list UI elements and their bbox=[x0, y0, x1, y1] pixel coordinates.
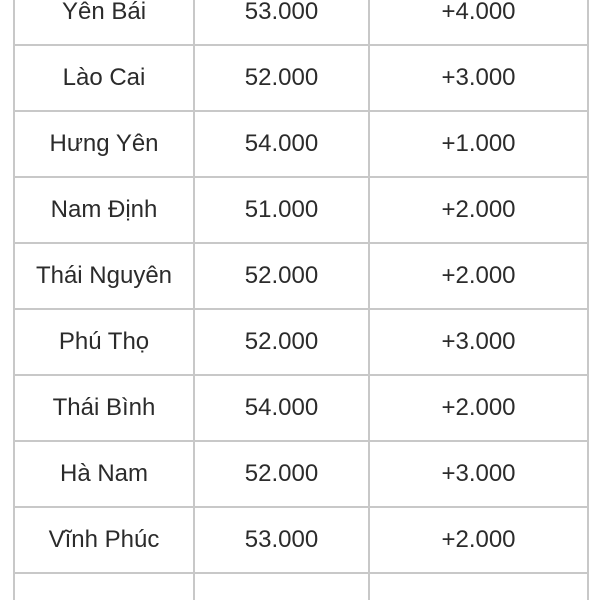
table-row bbox=[14, 0, 588, 45]
province-cell: Thái Bình bbox=[14, 375, 194, 441]
table-row bbox=[14, 441, 588, 507]
province-cell: Hà Nam bbox=[14, 441, 194, 507]
table-row bbox=[14, 309, 588, 375]
table-row bbox=[14, 45, 588, 111]
change-cell: +2.000 bbox=[369, 507, 588, 573]
change-cell: +3.000 bbox=[369, 45, 588, 111]
price-cell: 51.000 bbox=[194, 177, 369, 243]
change-cell: +2.000 bbox=[369, 243, 588, 309]
price-cell: 54.000 bbox=[194, 375, 369, 441]
province-cell: Lào Cai bbox=[14, 45, 194, 111]
change-cell: +1.000 bbox=[369, 111, 588, 177]
change-cell: +2.000 bbox=[369, 375, 588, 441]
price-cell bbox=[194, 573, 369, 600]
price-cell: 52.000 bbox=[194, 45, 369, 111]
table-row bbox=[14, 375, 588, 441]
change-cell: +3.000 bbox=[369, 441, 588, 507]
price-cell: 54.000 bbox=[194, 111, 369, 177]
province-cell: Hưng Yên bbox=[14, 111, 194, 177]
price-cell: 52.000 bbox=[194, 441, 369, 507]
price-cell: 53.000 bbox=[194, 507, 369, 573]
table-row bbox=[14, 177, 588, 243]
change-cell: +4.000 bbox=[369, 0, 588, 45]
province-cell: Nam Định bbox=[14, 177, 194, 243]
province-cell: Phú Thọ bbox=[14, 309, 194, 375]
province-cell: Vĩnh Phúc bbox=[14, 507, 194, 573]
price-table bbox=[13, 0, 589, 600]
price-cell: 52.000 bbox=[194, 309, 369, 375]
province-cell: Yên Bái bbox=[14, 0, 194, 45]
table-row bbox=[14, 507, 588, 573]
change-cell: +3.000 bbox=[369, 309, 588, 375]
price-cell: 52.000 bbox=[194, 243, 369, 309]
price-cell: 53.000 bbox=[194, 0, 369, 45]
table-row bbox=[14, 243, 588, 309]
province-cell: Thái Nguyên bbox=[14, 243, 194, 309]
change-cell bbox=[369, 573, 588, 600]
table-row bbox=[14, 111, 588, 177]
change-cell: +2.000 bbox=[369, 177, 588, 243]
province-cell bbox=[14, 573, 194, 600]
table-row bbox=[14, 573, 588, 600]
